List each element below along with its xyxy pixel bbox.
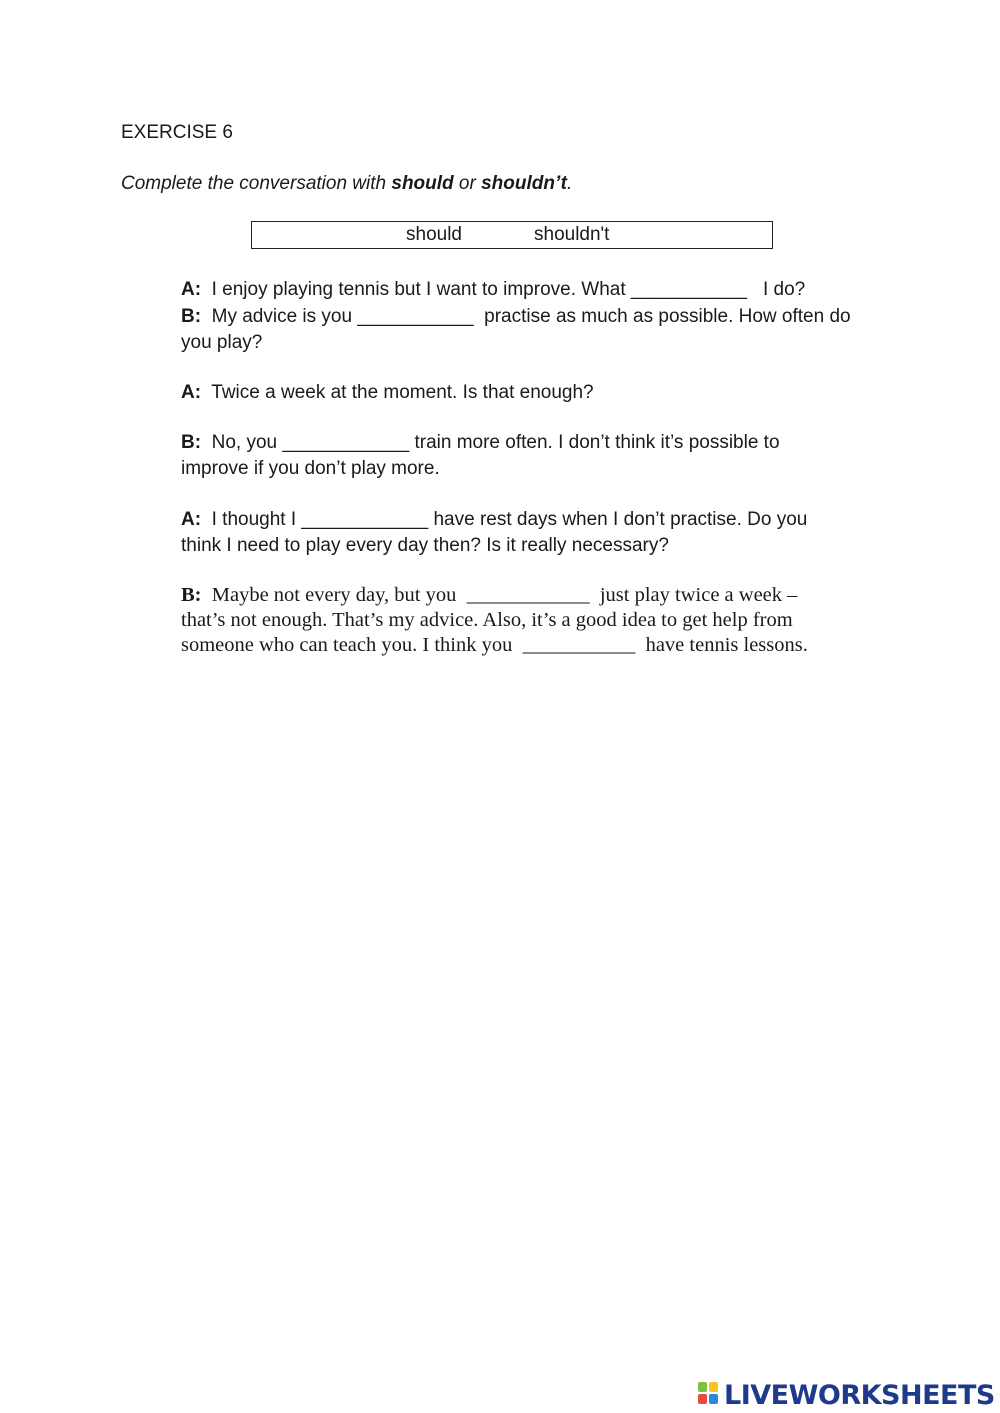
- word-box: [251, 221, 773, 249]
- dialogue-line-4-cont: [181, 456, 440, 482]
- dialogue-text: that’s not enough. That’s my advice. Also, it’s a good idea to get help from: [181, 609, 793, 631]
- dialogue-text: someone who can teach you. I think you ___________ have tennis lessons.: [181, 634, 808, 656]
- dialogue-line-5-cont: [181, 533, 669, 559]
- speaker-label: A:: [181, 382, 202, 403]
- speaker-label: B:: [181, 432, 202, 453]
- logo-mark-icon: [698, 1382, 722, 1408]
- dialogue-line-4: [181, 430, 780, 456]
- dialogue-text: My advice is you ___________ practise as much as possible. How often do: [201, 306, 851, 327]
- dialogue-text: I thought I ____________ have rest days when I don’t practise. Do you: [201, 509, 808, 530]
- dialogue-text: Maybe not every day, but you ____________ just play twice a week –: [201, 584, 798, 606]
- dialogue-line-6-cont-1: [181, 608, 793, 633]
- dialogue-line-5: [181, 507, 807, 533]
- logo-text: LIVEWORKSHEETS: [724, 1379, 995, 1411]
- exercise-title: EXERCISE 6: [121, 122, 233, 143]
- liveworksheets-logo: [698, 1378, 995, 1412]
- dialogue-text: think I need to play every day then? Is it really necessary?: [181, 535, 669, 556]
- dialogue-text: improve if you don’t play more.: [181, 458, 440, 479]
- dialogue-text: Twice a week at the moment. Is that enough?: [201, 382, 594, 403]
- instruction: [121, 173, 572, 195]
- speaker-label: B:: [181, 306, 202, 327]
- speaker-label: A:: [181, 509, 202, 530]
- dialogue-text: No, you ____________ train more often. I don’t think it’s possible to: [201, 432, 780, 453]
- dialogue-text: I enjoy playing tennis but I want to improve. What ___________ I do?: [201, 279, 806, 300]
- instruction-word-should: should: [391, 173, 454, 194]
- word-box-should: should: [406, 224, 462, 245]
- dialogue-line-6-cont-2: [181, 633, 808, 658]
- dialogue-line-3: [181, 380, 594, 406]
- speaker-label: A:: [181, 279, 202, 300]
- dialogue-line-1: [181, 277, 805, 303]
- dialogue-text: you play?: [181, 332, 263, 353]
- instruction-suffix: .: [566, 173, 573, 194]
- instruction-word-shouldnt: shouldn’t: [481, 173, 567, 194]
- instruction-middle: or: [453, 173, 482, 194]
- word-box-shouldnt: shouldn't: [534, 224, 610, 245]
- speaker-label: B:: [181, 584, 202, 606]
- dialogue-line-6: [181, 583, 797, 608]
- instruction-prefix: Complete the conversation with: [121, 173, 392, 194]
- dialogue-line-2-cont: [181, 330, 262, 356]
- dialogue-line-2: [181, 304, 851, 330]
